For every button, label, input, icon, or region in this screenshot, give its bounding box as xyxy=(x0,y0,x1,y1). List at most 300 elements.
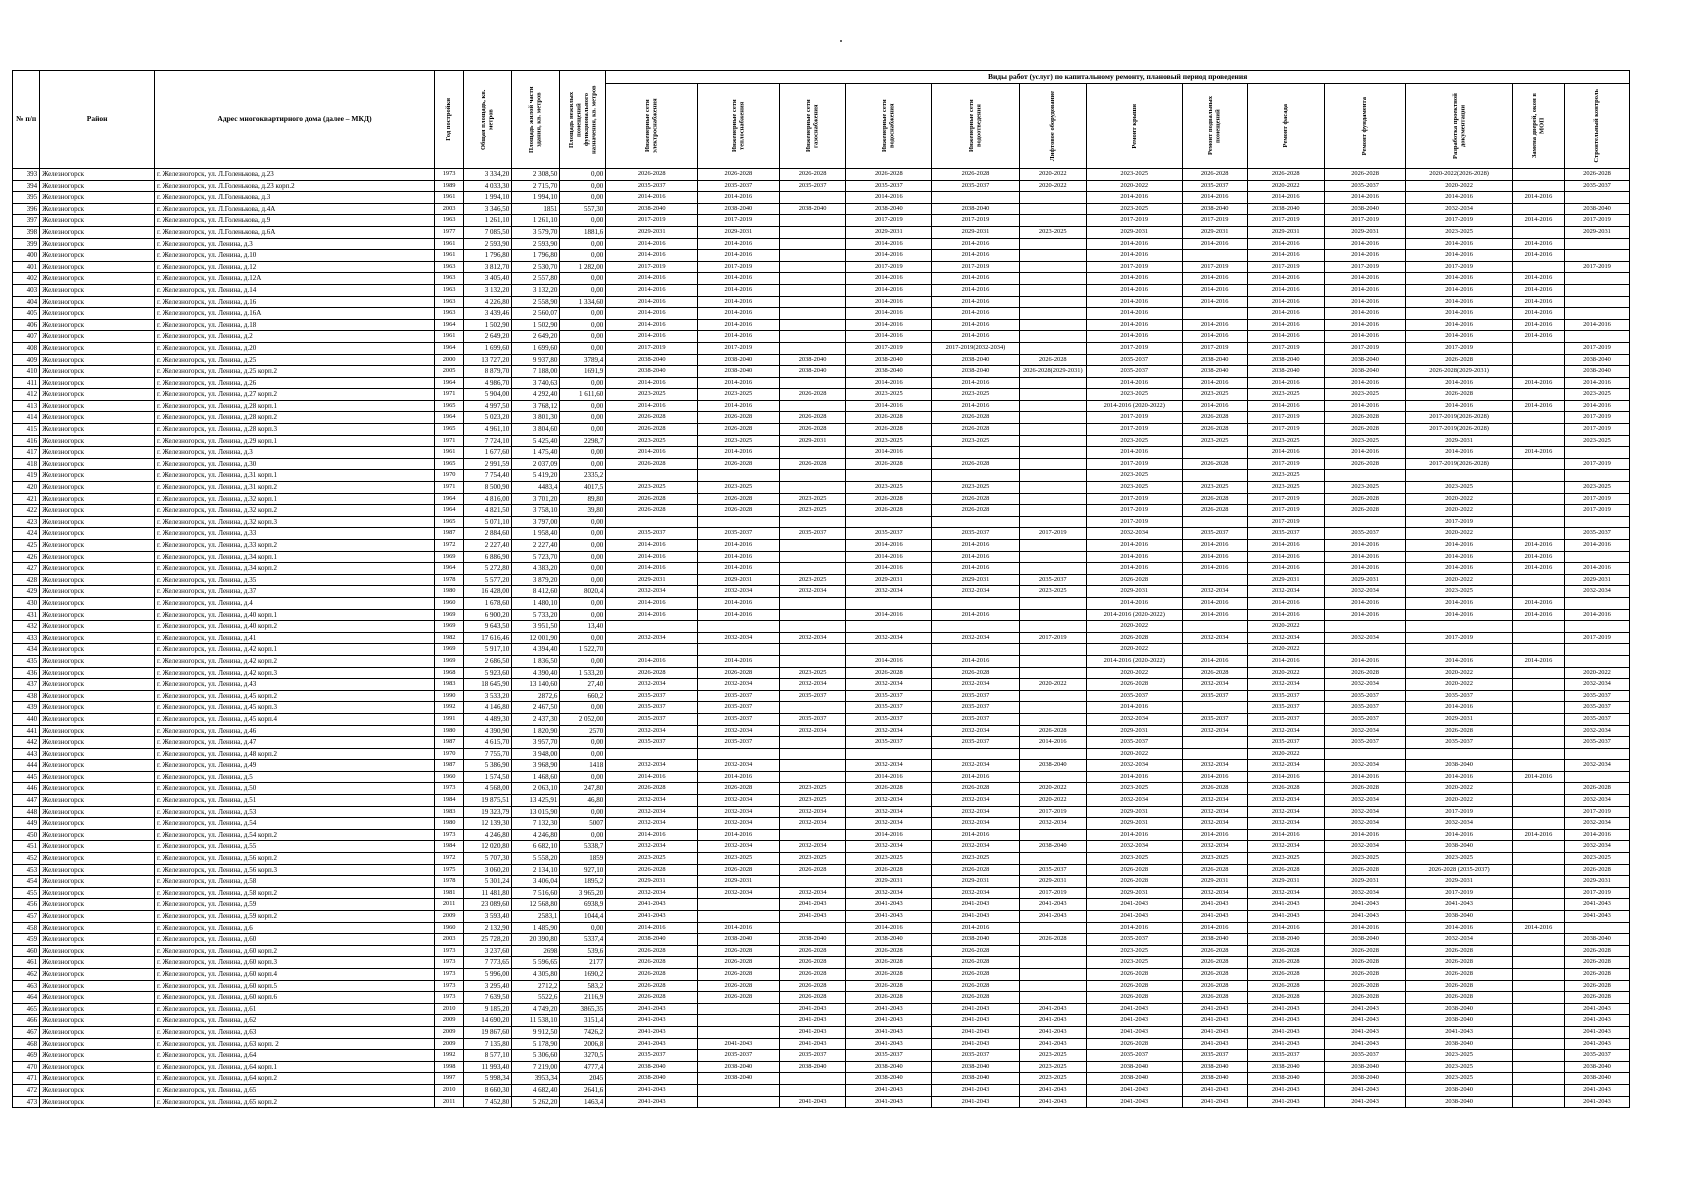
work-period-cell: 2032-2034 xyxy=(1324,818,1405,830)
district-cell: Железногорск xyxy=(40,911,155,923)
work-period-cell: 2029-2031 xyxy=(1247,226,1324,238)
total-area-cell: 5 023,20 xyxy=(464,412,512,424)
work-period-cell: 2029-2031 xyxy=(1406,713,1513,725)
work-period-cell: 2026-2028 xyxy=(1086,679,1182,691)
work-period-cell: 2014-2016 xyxy=(846,540,932,552)
address-cell: г. Железногорск, ул. Ленина, д.42 корп.1 xyxy=(155,644,435,656)
work-period-cell: 2032-2034 xyxy=(1182,760,1247,772)
work-period-cell: 2026-2028 xyxy=(1182,458,1247,470)
work-period-cell: 2041-2043 xyxy=(1247,911,1324,923)
nonres-area-cell: 2116,9 xyxy=(560,992,606,1004)
year-cell: 1970 xyxy=(434,470,463,482)
work-period-cell xyxy=(1019,702,1086,714)
living-area-cell: 3 758,10 xyxy=(512,505,560,517)
table-row xyxy=(13,1084,1630,1096)
work-period-cell: 2038-2040 xyxy=(698,354,779,366)
work-period-cell: 2014-2016 xyxy=(1565,563,1630,575)
work-period-cell: 2014-2016 xyxy=(1512,771,1564,783)
work-period-cell: 2026-2028 xyxy=(1182,957,1247,969)
work-period-cell: 2026-2028 xyxy=(698,424,779,436)
document-page xyxy=(12,70,1630,1108)
work-period-cell: 2038-2040 xyxy=(1324,354,1405,366)
nonres-area-cell: 1690,2 xyxy=(560,968,606,980)
district-cell: Железногорск xyxy=(40,760,155,772)
work-period-cell: 2023-2025 xyxy=(1086,435,1182,447)
row-number-cell: 400 xyxy=(13,250,40,262)
work-period-cell: 2023-2025 xyxy=(1086,945,1182,957)
work-period-cell xyxy=(779,319,846,331)
work-period-cell: 2026-2028 xyxy=(1565,169,1630,181)
year-cell: 1972 xyxy=(434,853,463,865)
work-period-cell: 2032-2034 xyxy=(932,760,1020,772)
year-cell: 1969 xyxy=(434,609,463,621)
living-area-cell: 3 951,50 xyxy=(512,621,560,633)
living-area-cell: 9 912,50 xyxy=(512,1026,560,1038)
work-period-cell: 2017-2019 xyxy=(1406,342,1513,354)
district-cell: Железногорск xyxy=(40,574,155,586)
district-cell: Железногорск xyxy=(40,470,155,482)
row-number-cell: 451 xyxy=(13,841,40,853)
table-row xyxy=(13,505,1630,517)
work-period-cell: 2026-2028 xyxy=(1324,945,1405,957)
work-period-cell: 2026-2028 xyxy=(779,458,846,470)
work-period-cell: 2038-2040 xyxy=(932,366,1020,378)
work-period-cell: 2026-2028 xyxy=(1406,354,1513,366)
work-period-cell: 2014-2016 xyxy=(1512,551,1564,563)
work-period-cell: 2035-2037 xyxy=(1324,180,1405,192)
work-period-cell: 2041-2043 xyxy=(1182,1038,1247,1050)
work-period-cell: 2014-2016 xyxy=(932,296,1020,308)
address-cell: г. Железногорск, ул. Ленина, д.31 корп.2 xyxy=(155,482,435,494)
work-period-cell: 2023-2025 xyxy=(846,853,932,865)
work-period-cell xyxy=(932,597,1020,609)
total-area-cell: 4 997,50 xyxy=(464,400,512,412)
address-cell: г. Железногорск, ул. Ленина, д.58 xyxy=(155,876,435,888)
nonres-area-cell: 0,00 xyxy=(560,632,606,644)
work-period-cell: 2014-2016 xyxy=(1512,250,1564,262)
work-period-cell: 2029-2031 xyxy=(606,876,698,888)
work-period-cell: 2035-2037 xyxy=(932,180,1020,192)
district-cell: Железногорск xyxy=(40,1015,155,1027)
work-period-cell: 2035-2037 xyxy=(846,713,932,725)
table-row xyxy=(13,737,1630,749)
living-area-cell: 5 419,20 xyxy=(512,470,560,482)
work-period-cell xyxy=(779,760,846,772)
table-row xyxy=(13,795,1630,807)
row-number-cell: 410 xyxy=(13,366,40,378)
work-period-cell xyxy=(779,273,846,285)
work-period-cell: 2026-2028 xyxy=(932,864,1020,876)
work-period-cell: 2041-2043 xyxy=(606,1084,698,1096)
work-period-cell: 2035-2037 xyxy=(1182,713,1247,725)
work-period-cell: 2020-2022(2026-2028) xyxy=(1406,169,1513,181)
nonres-area-cell: 0,00 xyxy=(560,748,606,760)
district-cell: Железногорск xyxy=(40,737,155,749)
work-period-cell xyxy=(779,829,846,841)
work-period-cell: 2038-2040 xyxy=(932,1073,1020,1085)
district-cell: Железногорск xyxy=(40,1061,155,1073)
work-period-cell: 2038-2040 xyxy=(932,934,1020,946)
work-period-cell: 2029-2031 xyxy=(1182,226,1247,238)
living-area-cell: 4 394,40 xyxy=(512,644,560,656)
work-period-cell: 2032-2034 xyxy=(932,841,1020,853)
work-period-cell xyxy=(779,447,846,459)
year-cell: 1960 xyxy=(434,597,463,609)
work-period-cell xyxy=(1019,957,1086,969)
work-period-cell: 2035-2037 xyxy=(932,713,1020,725)
work-period-cell: 2026-2028 xyxy=(932,945,1020,957)
work-period-cell: 2032-2034 xyxy=(846,806,932,818)
work-period-cell: 2020-2022 xyxy=(1406,493,1513,505)
year-cell: 2010 xyxy=(434,1003,463,1015)
address-cell: г. Железногорск, ул. Ленина, д.32 корп.2 xyxy=(155,505,435,517)
living-area-cell: 3 406,04 xyxy=(512,876,560,888)
table-row xyxy=(13,493,1630,505)
work-period-cell: 2014-2016 xyxy=(846,319,932,331)
total-area-cell: 5 071,10 xyxy=(464,516,512,528)
work-period-cell: 2035-2037 xyxy=(932,702,1020,714)
work-period-cell: 2041-2043 xyxy=(606,1003,698,1015)
work-period-cell: 2032-2034 xyxy=(779,887,846,899)
work-period-cell xyxy=(779,737,846,749)
work-period-cell: 2032-2034 xyxy=(698,725,779,737)
address-cell: г. Железногорск, ул. Ленина, д.3 xyxy=(155,447,435,459)
work-period-cell: 2032-2034 xyxy=(606,795,698,807)
work-period-cell: 2023-2025 xyxy=(846,435,932,447)
work-period-cell xyxy=(1019,192,1086,204)
work-period-cell: 2014-2016 xyxy=(606,400,698,412)
work-period-cell: 2035-2037 xyxy=(1086,737,1182,749)
nonres-area-cell: 3 965,20 xyxy=(560,887,606,899)
work-period-cell: 2026-2028 xyxy=(1019,725,1086,737)
work-period-cell: 2041-2043 xyxy=(606,1038,698,1050)
work-period-cell: 2014-2016 xyxy=(1565,319,1630,331)
total-area-cell: 6 900,20 xyxy=(464,609,512,621)
work-period-cell: 2041-2043 xyxy=(1324,1026,1405,1038)
work-period-cell: 2026-2028 xyxy=(1565,957,1630,969)
work-period-cell: 2014-2016 xyxy=(1086,922,1182,934)
table-row xyxy=(13,771,1630,783)
district-cell: Железногорск xyxy=(40,679,155,691)
work-period-cell: 2026-2028 xyxy=(932,169,1020,181)
work-period-cell: 2023-2025 xyxy=(698,435,779,447)
work-period-cell: 2014-2016 xyxy=(1324,551,1405,563)
work-period-cell: 2020-2022 xyxy=(1247,180,1324,192)
work-period-cell: 2014-2016 xyxy=(1182,238,1247,250)
work-period-cell xyxy=(932,621,1020,633)
address-cell: г. Железногорск, ул. Ленина, д.61 xyxy=(155,1003,435,1015)
district-cell: Железногорск xyxy=(40,493,155,505)
work-period-cell: 2035-2037 xyxy=(932,690,1020,702)
row-number-cell: 434 xyxy=(13,644,40,656)
year-cell: 1972 xyxy=(434,540,463,552)
work-period-cell: 2026-2028 xyxy=(1324,968,1405,980)
total-area-cell: 7 085,50 xyxy=(464,226,512,238)
work-period-cell: 2014-2016 xyxy=(1324,655,1405,667)
work-period-cell: 2014-2016 xyxy=(1406,192,1513,204)
work-period-cell: 2014-2016 xyxy=(1406,238,1513,250)
work-period-cell xyxy=(1182,250,1247,262)
work-period-cell: 2026-2028 xyxy=(1406,957,1513,969)
table-row xyxy=(13,609,1630,621)
living-area-cell: 3 801,30 xyxy=(512,412,560,424)
work-period-cell: 2020-2022 xyxy=(1019,783,1086,795)
header-work-2: Инженерные сети газоснабжения xyxy=(779,84,846,169)
district-cell: Железногорск xyxy=(40,980,155,992)
address-cell: г. Железногорск, ул. Ленина, д.18 xyxy=(155,319,435,331)
work-period-cell: 2029-2031 xyxy=(1019,876,1086,888)
work-period-cell: 2026-2028 xyxy=(1086,1038,1182,1050)
work-period-cell: 2014-2016 xyxy=(932,238,1020,250)
work-period-cell: 2035-2037 xyxy=(606,528,698,540)
work-period-cell: 2026-2028 xyxy=(779,169,846,181)
row-number-cell: 442 xyxy=(13,737,40,749)
year-cell: 1963 xyxy=(434,273,463,285)
work-period-cell: 2014-2016 xyxy=(1182,922,1247,934)
work-period-cell: 2014-2016 xyxy=(1406,829,1513,841)
nonres-area-cell: 927,10 xyxy=(560,864,606,876)
work-period-cell xyxy=(1512,1050,1564,1062)
work-period-cell: 2020-2022 xyxy=(1406,574,1513,586)
work-period-cell xyxy=(698,1015,779,1027)
address-cell: г. Железногорск, ул. Ленина, д.65 корп.2 xyxy=(155,1096,435,1108)
work-period-cell: 2014-2016 xyxy=(1512,597,1564,609)
row-number-cell: 415 xyxy=(13,424,40,436)
table-row xyxy=(13,192,1630,204)
work-period-cell: 2020-2022 xyxy=(1247,667,1324,679)
year-cell: 1989 xyxy=(434,180,463,192)
year-cell: 1961 xyxy=(434,192,463,204)
address-cell: г. Железногорск, ул. Ленина, д.34 корп.2 xyxy=(155,563,435,575)
work-period-cell: 2014-2016 xyxy=(606,609,698,621)
work-period-cell xyxy=(1512,679,1564,691)
work-period-cell: 2023-2025 xyxy=(932,389,1020,401)
work-period-cell: 2014-2016 xyxy=(606,319,698,331)
work-period-cell xyxy=(1512,528,1564,540)
address-cell: г. Железногорск, ул. Ленина, д.6 xyxy=(155,922,435,934)
work-period-cell: 2026-2028 xyxy=(606,783,698,795)
work-period-cell: 2014-2016 xyxy=(846,296,932,308)
work-period-cell: 2014-2016 xyxy=(846,563,932,575)
total-area-cell: 4 821,50 xyxy=(464,505,512,517)
work-period-cell: 2029-2031 xyxy=(698,876,779,888)
work-period-cell: 2023-2025 xyxy=(1324,389,1405,401)
work-period-cell: 2023-2025 xyxy=(779,505,846,517)
work-period-cell: 2026-2028 xyxy=(1406,992,1513,1004)
work-period-cell: 2014-2016 (2020-2022) xyxy=(1086,609,1182,621)
row-number-cell: 396 xyxy=(13,203,40,215)
work-period-cell: 2017-2019 xyxy=(1086,412,1182,424)
work-period-cell xyxy=(779,644,846,656)
work-period-cell: 2023-2025 xyxy=(1182,389,1247,401)
work-period-cell xyxy=(846,516,932,528)
district-cell: Железногорск xyxy=(40,482,155,494)
work-period-cell: 2026-2028 xyxy=(606,992,698,1004)
work-period-cell: 2014-2016 xyxy=(1182,609,1247,621)
work-period-cell: 2038-2040 xyxy=(846,203,932,215)
table-row xyxy=(13,319,1630,331)
work-period-cell xyxy=(1512,737,1564,749)
work-period-cell xyxy=(1019,319,1086,331)
total-area-cell: 4 226,80 xyxy=(464,296,512,308)
work-period-cell: 2041-2043 xyxy=(606,1026,698,1038)
work-period-cell xyxy=(1565,771,1630,783)
work-period-cell: 2026-2028 xyxy=(932,667,1020,679)
work-period-cell: 2035-2037 xyxy=(846,690,932,702)
work-period-cell: 2014-2016 xyxy=(698,829,779,841)
work-period-cell: 2035-2037 xyxy=(846,1050,932,1062)
work-period-cell: 2035-2037 xyxy=(698,702,779,714)
work-period-cell: 2017-2019 xyxy=(1086,505,1182,517)
work-period-cell: 2026-2028 xyxy=(1182,945,1247,957)
work-period-cell: 2017-2019 xyxy=(1182,215,1247,227)
header-living-area: Площадь жилой части здания, кв. метров xyxy=(512,71,560,169)
work-period-cell: 2026-2028 xyxy=(779,980,846,992)
year-cell: 1964 xyxy=(434,505,463,517)
work-period-cell: 2038-2040 xyxy=(1247,1061,1324,1073)
work-period-cell: 2038-2040 xyxy=(1406,1084,1513,1096)
work-period-cell: 2026-2028 xyxy=(606,424,698,436)
work-period-cell: 2035-2037 xyxy=(846,528,932,540)
row-number-cell: 467 xyxy=(13,1026,40,1038)
work-period-cell xyxy=(1512,226,1564,238)
work-period-cell: 2026-2028 xyxy=(779,957,846,969)
work-period-cell: 2014-2016 xyxy=(1182,331,1247,343)
total-area-cell: 4 961,10 xyxy=(464,424,512,436)
work-period-cell: 2041-2043 xyxy=(846,1084,932,1096)
work-period-cell: 2017-2019 xyxy=(1406,516,1513,528)
year-cell: 1963 xyxy=(434,308,463,320)
work-period-cell xyxy=(846,644,932,656)
work-period-cell: 2017-2019 xyxy=(1247,424,1324,436)
row-number-cell: 440 xyxy=(13,713,40,725)
work-period-cell: 2017-2019 xyxy=(932,261,1020,273)
row-number-cell: 469 xyxy=(13,1050,40,1062)
table-row xyxy=(13,331,1630,343)
work-period-cell: 2026-2028 xyxy=(1406,968,1513,980)
year-cell: 1964 xyxy=(434,319,463,331)
district-cell: Железногорск xyxy=(40,1084,155,1096)
row-number-cell: 470 xyxy=(13,1061,40,1073)
total-area-cell: 17 616,46 xyxy=(464,632,512,644)
work-period-cell: 2026-2028 xyxy=(846,957,932,969)
work-period-cell: 2017-2019 xyxy=(698,215,779,227)
work-period-cell: 2035-2037 xyxy=(698,1050,779,1062)
work-period-cell: 2035-2037 xyxy=(698,180,779,192)
work-period-cell: 2014-2016 xyxy=(1512,238,1564,250)
district-cell: Железногорск xyxy=(40,667,155,679)
work-period-cell: 2026-2028 xyxy=(1086,980,1182,992)
year-cell: 1961 xyxy=(434,331,463,343)
work-period-cell xyxy=(1019,505,1086,517)
work-period-cell: 2017-2019 xyxy=(1406,806,1513,818)
work-period-cell xyxy=(1019,690,1086,702)
work-period-cell: 2014-2016 xyxy=(932,563,1020,575)
work-period-cell: 2029-2031 xyxy=(1086,887,1182,899)
work-period-cell: 2014-2016 xyxy=(1512,609,1564,621)
row-number-cell: 405 xyxy=(13,308,40,320)
work-period-cell: 2014-2016 xyxy=(1512,540,1564,552)
work-period-cell: 2017-2019 xyxy=(1565,632,1630,644)
work-period-cell: 2029-2031 xyxy=(606,226,698,238)
row-number-cell: 402 xyxy=(13,273,40,285)
work-period-cell: 2014-2016 xyxy=(698,377,779,389)
living-area-cell: 2 557,80 xyxy=(512,273,560,285)
work-period-cell xyxy=(1512,806,1564,818)
address-cell: г. Железногорск, ул. Ленина, д.60 корп.6 xyxy=(155,992,435,1004)
year-cell: 1961 xyxy=(434,447,463,459)
work-period-cell: 2026-2028 xyxy=(1324,493,1405,505)
work-period-cell: 2038-2040 xyxy=(1247,354,1324,366)
total-area-cell: 3 812,70 xyxy=(464,261,512,273)
table-row xyxy=(13,180,1630,192)
work-period-cell xyxy=(1019,829,1086,841)
work-period-cell: 2017-2019 xyxy=(698,342,779,354)
work-period-cell: 2020-2022 xyxy=(1086,644,1182,656)
table-row xyxy=(13,644,1630,656)
address-cell: г. Железногорск, ул. Ленина, д.54 корп.2 xyxy=(155,829,435,841)
work-period-cell: 2038-2040 xyxy=(698,366,779,378)
work-period-cell: 2026-2028(2029-2031) xyxy=(1019,366,1086,378)
work-period-cell xyxy=(1512,968,1564,980)
work-period-cell: 2032-2034 xyxy=(1247,806,1324,818)
living-area-cell: 2712,2 xyxy=(512,980,560,992)
living-area-cell: 13 140,60 xyxy=(512,679,560,691)
work-period-cell xyxy=(1565,922,1630,934)
work-period-cell xyxy=(1019,261,1086,273)
year-cell: 2009 xyxy=(434,1026,463,1038)
address-cell: г. Железногорск, ул. Ленина, д.3 xyxy=(155,238,435,250)
work-period-cell: 2032-2034 xyxy=(1324,887,1405,899)
table-row xyxy=(13,876,1630,888)
work-period-cell: 2023-2025 xyxy=(779,853,846,865)
work-period-cell xyxy=(1565,238,1630,250)
work-period-cell: 2032-2034 xyxy=(779,632,846,644)
work-period-cell: 2029-2031 xyxy=(1565,876,1630,888)
work-period-cell: 2041-2043 xyxy=(779,1015,846,1027)
table-row xyxy=(13,922,1630,934)
work-period-cell: 2029-2031 xyxy=(698,574,779,586)
work-period-cell xyxy=(1019,215,1086,227)
district-cell: Железногорск xyxy=(40,203,155,215)
district-cell: Железногорск xyxy=(40,1050,155,1062)
work-period-cell: 2041-2043 xyxy=(1565,1003,1630,1015)
work-period-cell: 2017-2019 xyxy=(1565,261,1630,273)
work-period-cell: 2014-2016 xyxy=(1182,551,1247,563)
work-period-cell xyxy=(1019,516,1086,528)
work-period-cell: 2026-2028 xyxy=(1182,864,1247,876)
work-period-cell: 2038-2040 xyxy=(1182,203,1247,215)
work-period-cell: 2014-2016 xyxy=(1247,922,1324,934)
work-period-cell: 2023-2025 xyxy=(1086,470,1182,482)
work-period-cell: 2023-2025 xyxy=(1565,482,1630,494)
total-area-cell: 2 649,20 xyxy=(464,331,512,343)
table-row xyxy=(13,540,1630,552)
work-period-cell xyxy=(1019,644,1086,656)
work-period-cell: 2017-2019 xyxy=(1565,412,1630,424)
work-period-cell: 2041-2043 xyxy=(1086,911,1182,923)
work-period-cell: 2023-2025 xyxy=(1324,482,1405,494)
work-period-cell: 2014-2016 xyxy=(846,655,932,667)
table-row xyxy=(13,899,1630,911)
work-period-cell: 2029-2031 xyxy=(1086,226,1182,238)
work-period-cell xyxy=(1019,342,1086,354)
table-row xyxy=(13,934,1630,946)
work-period-cell: 2038-2040 xyxy=(932,354,1020,366)
row-number-cell: 419 xyxy=(13,470,40,482)
work-period-cell: 2026-2028 xyxy=(698,458,779,470)
row-number-cell: 399 xyxy=(13,238,40,250)
